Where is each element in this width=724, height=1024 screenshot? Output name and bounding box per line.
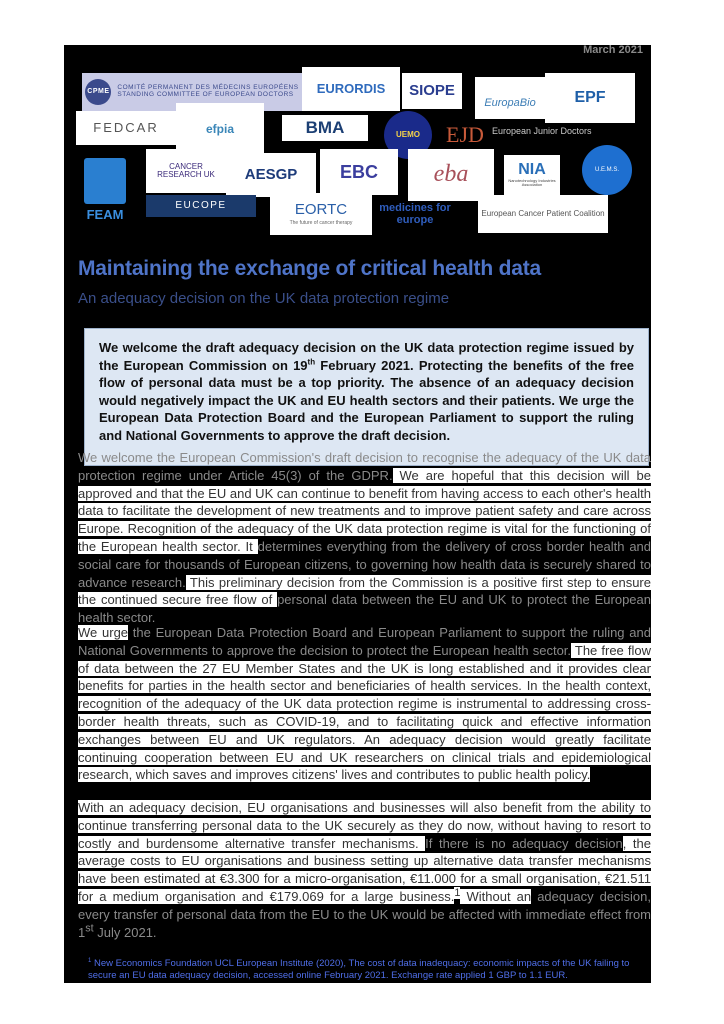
logo-bma: BMA — [282, 115, 368, 141]
logo-eurordis: EURORDIS — [302, 67, 400, 111]
logo-epf: EPF — [545, 73, 635, 123]
logo-eucope: EUCOPE — [146, 195, 256, 217]
logo-europabio: EuropaBio — [475, 77, 545, 119]
document-date: March 2021 — [583, 44, 643, 56]
logo-efpia: efpia — [176, 103, 264, 155]
logo-cancer-research-uk: CANCER RESEARCH UK — [146, 149, 226, 193]
document-page — [64, 45, 651, 983]
logo-medicines-for-europe: medicines for europe — [379, 202, 451, 226]
logo-ecpc: European Cancer Patient Coalition — [478, 195, 608, 233]
logo-cpme: CPMECOMITÉ PERMANENT DES MÉDECINS EUROPÉENS STANDING COMMITTEE OF EUROPEAN DOCTORS — [82, 73, 302, 111]
body-paragraph-1: We welcome the European Commission's draft decision to recognise the adequacy of the UK data protection regime under Article 45(3) of the GDPR. We are hopeful that this decision will be approved and that the EU and UK can continue to benefit from having access to each other's health data to facilitate the development of new treatments and to improve patient safety and care across Europe. Recognition of the adequacy of the UK data protection regime is vital for the functioning of the European health sector. It determines everything from the delivery of cross border health and social care for thousands of European citizens, to governing how health data is securely shared to advance research. This preliminary decision from the Commission is a positive first step to ensure the continued secure free flow of personal data between the EU and UK to protect the European health sector. — [78, 450, 652, 626]
document-subtitle: An adequacy decision on the UK data protection regime — [78, 290, 450, 307]
logo-ejd-label: European Junior Doctors — [492, 126, 592, 137]
logo-uems: U.E.M.S. — [582, 145, 632, 195]
body-paragraph-3: With an adequacy decision, EU organisations and businesses will also benefit from the ability to continue transferring personal data to the UK securely as they do now, without having to resort to costly and burdensome alternative transfer mechanisms. If there is no adequacy decision, the average costs to EU organisations and business setting up alternative data transfer mechanisms have been estimated at €3.300 for a micro-organisation, €11.000 for a small organisation, €21.511 for a medium organisation and €179.069 for a large business.$^1$ Without an adequacy decision, every transfer of personal data from the EU to the UK would be affected with immediate effect from 1st July 2021. — [78, 800, 651, 940]
document-title: Maintaining the exchange of critical health data — [78, 257, 541, 280]
logo-aesgp: AESGP — [226, 153, 316, 197]
logo-ejd: EJD — [446, 122, 484, 148]
logo-siope: SIOPE — [402, 73, 462, 109]
summary-callout: We welcome the draft adequacy decision on the UK data protection regime issued by the European Commission on 19th February 2021. Protecting the benefits of the free flow of personal data must be a top priority. The absence of an adequacy decision would negatively impact the UK and EU health sectors and their patients. We urge the European Data Protection Board and the European Parliament to support the ruling and National Governments to approve the draft decision. — [84, 328, 649, 466]
logo-feam: FEAM — [80, 149, 130, 231]
logo-nia: NIA Nanotechnology Industries Association — [504, 155, 560, 195]
logo-uemo: UEMO — [384, 111, 432, 159]
body-paragraph-2: We urge the European Data Protection Board and European Parliament to support the ruling and National Governments to approve the decision to protect the European health sector. The free flow of data between the 27 EU Member States and the UK is long established and it provides clear benefits for parties in the health sector and beneficiaries of health services. In the health context, recognition of the adequacy of the UK data protection regime is instrumental to addressing cross-border health threats, such as COVID-19, and to facilitating quick and effective information exchanges between EU and UK regulators. An adequacy decision would greatly facilitate continuing cooperation between EU and UK researchers on clinical trials and epidemiological research, which saves and improves citizens' lives and contributes to public health policy. — [78, 625, 651, 783]
logo-eba: eba — [408, 149, 494, 201]
logo-ebc: EBC — [320, 149, 398, 195]
footnote: $^1$ New Economics Foundation UCL European Institute (2020), The cost of data inadequacy: economic impacts of the UK failing to secure an EU data adequacy decision, accessed online February 2021. Exchange rate applied 1 GBP to 1.1 EUR. — [88, 957, 630, 981]
logo-eortc: EORTC The future of cancer therapy — [270, 193, 372, 235]
logo-fedcar: FEDCAR — [76, 111, 176, 145]
